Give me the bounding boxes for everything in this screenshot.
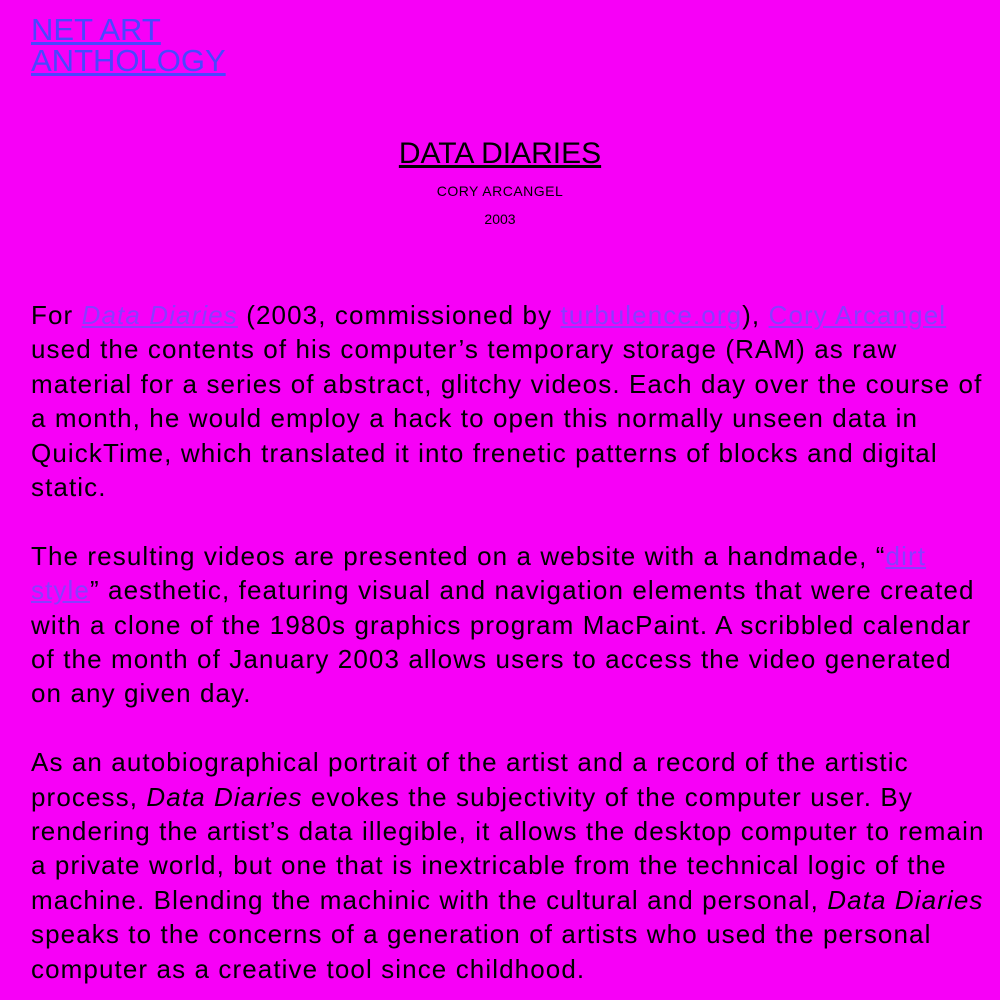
essay-paragraph-2 xyxy=(31,539,986,711)
work-title-italic: Data Diaries xyxy=(146,781,303,812)
work-artist: CORY ARCANGEL xyxy=(436,183,564,199)
turbulence-link[interactable]: turbulence.org xyxy=(560,300,743,330)
text-segment: evokes the subjectivity of the computer user. By rendering the artist’s data illegible, it allows the desktop computer to remain a private world, but one that is inextricable from the technical logic of the machine. Blending the machinic with the cultural and personal, xyxy=(31,781,985,915)
work-header xyxy=(0,137,1000,227)
dirt-style-link[interactable]: dirt style xyxy=(31,540,927,606)
text-segment: ), xyxy=(742,300,769,330)
artist-link[interactable]: Cory Arcangel xyxy=(768,300,947,330)
text-segment: speaks to the concerns of a generation of artists who used the personal computer as a creative tool since childhood. xyxy=(31,919,932,984)
work-title-italic: Data Diaries xyxy=(81,300,238,330)
logo-line-2: ANTHOLOGY xyxy=(31,43,226,78)
text-segment: (2003, commissioned by xyxy=(237,300,561,330)
work-title-italic: Data Diaries xyxy=(827,884,984,915)
text-segment: For xyxy=(31,300,82,330)
essay-body xyxy=(31,298,986,1000)
data-diaries-link[interactable] xyxy=(82,300,238,330)
work-title-link[interactable]: DATA DIARIES xyxy=(398,137,602,170)
work-year: 2003 xyxy=(484,211,516,227)
text-segment: ” aesthetic, featuring visual and navigation elements that were created with a clone of the 1980s graphics program MacPaint. A scribbled calendar of the month of January 2003 allows users to access the video generated on any given day. xyxy=(31,575,975,709)
text-segment: used the contents of his computer’s temporary storage (RAM) as raw material for a series of abstract, glitchy videos. Each day over the course of a month, he would employ a hack to open this normally unseen data in QuickTime, which translated it into frenetic patterns of blocks and digital static. xyxy=(31,334,983,503)
essay-paragraph-3 xyxy=(31,745,986,986)
text-segment: The resulting videos are presented on a website with a handmade, “ xyxy=(31,540,886,571)
text-segment: As an autobiographical portrait of the artist and a record of the artistic process, xyxy=(31,747,909,812)
logo-line-1: NET ART xyxy=(31,12,161,47)
site-logo-link[interactable] xyxy=(31,14,226,76)
essay-paragraph-1 xyxy=(31,298,986,504)
